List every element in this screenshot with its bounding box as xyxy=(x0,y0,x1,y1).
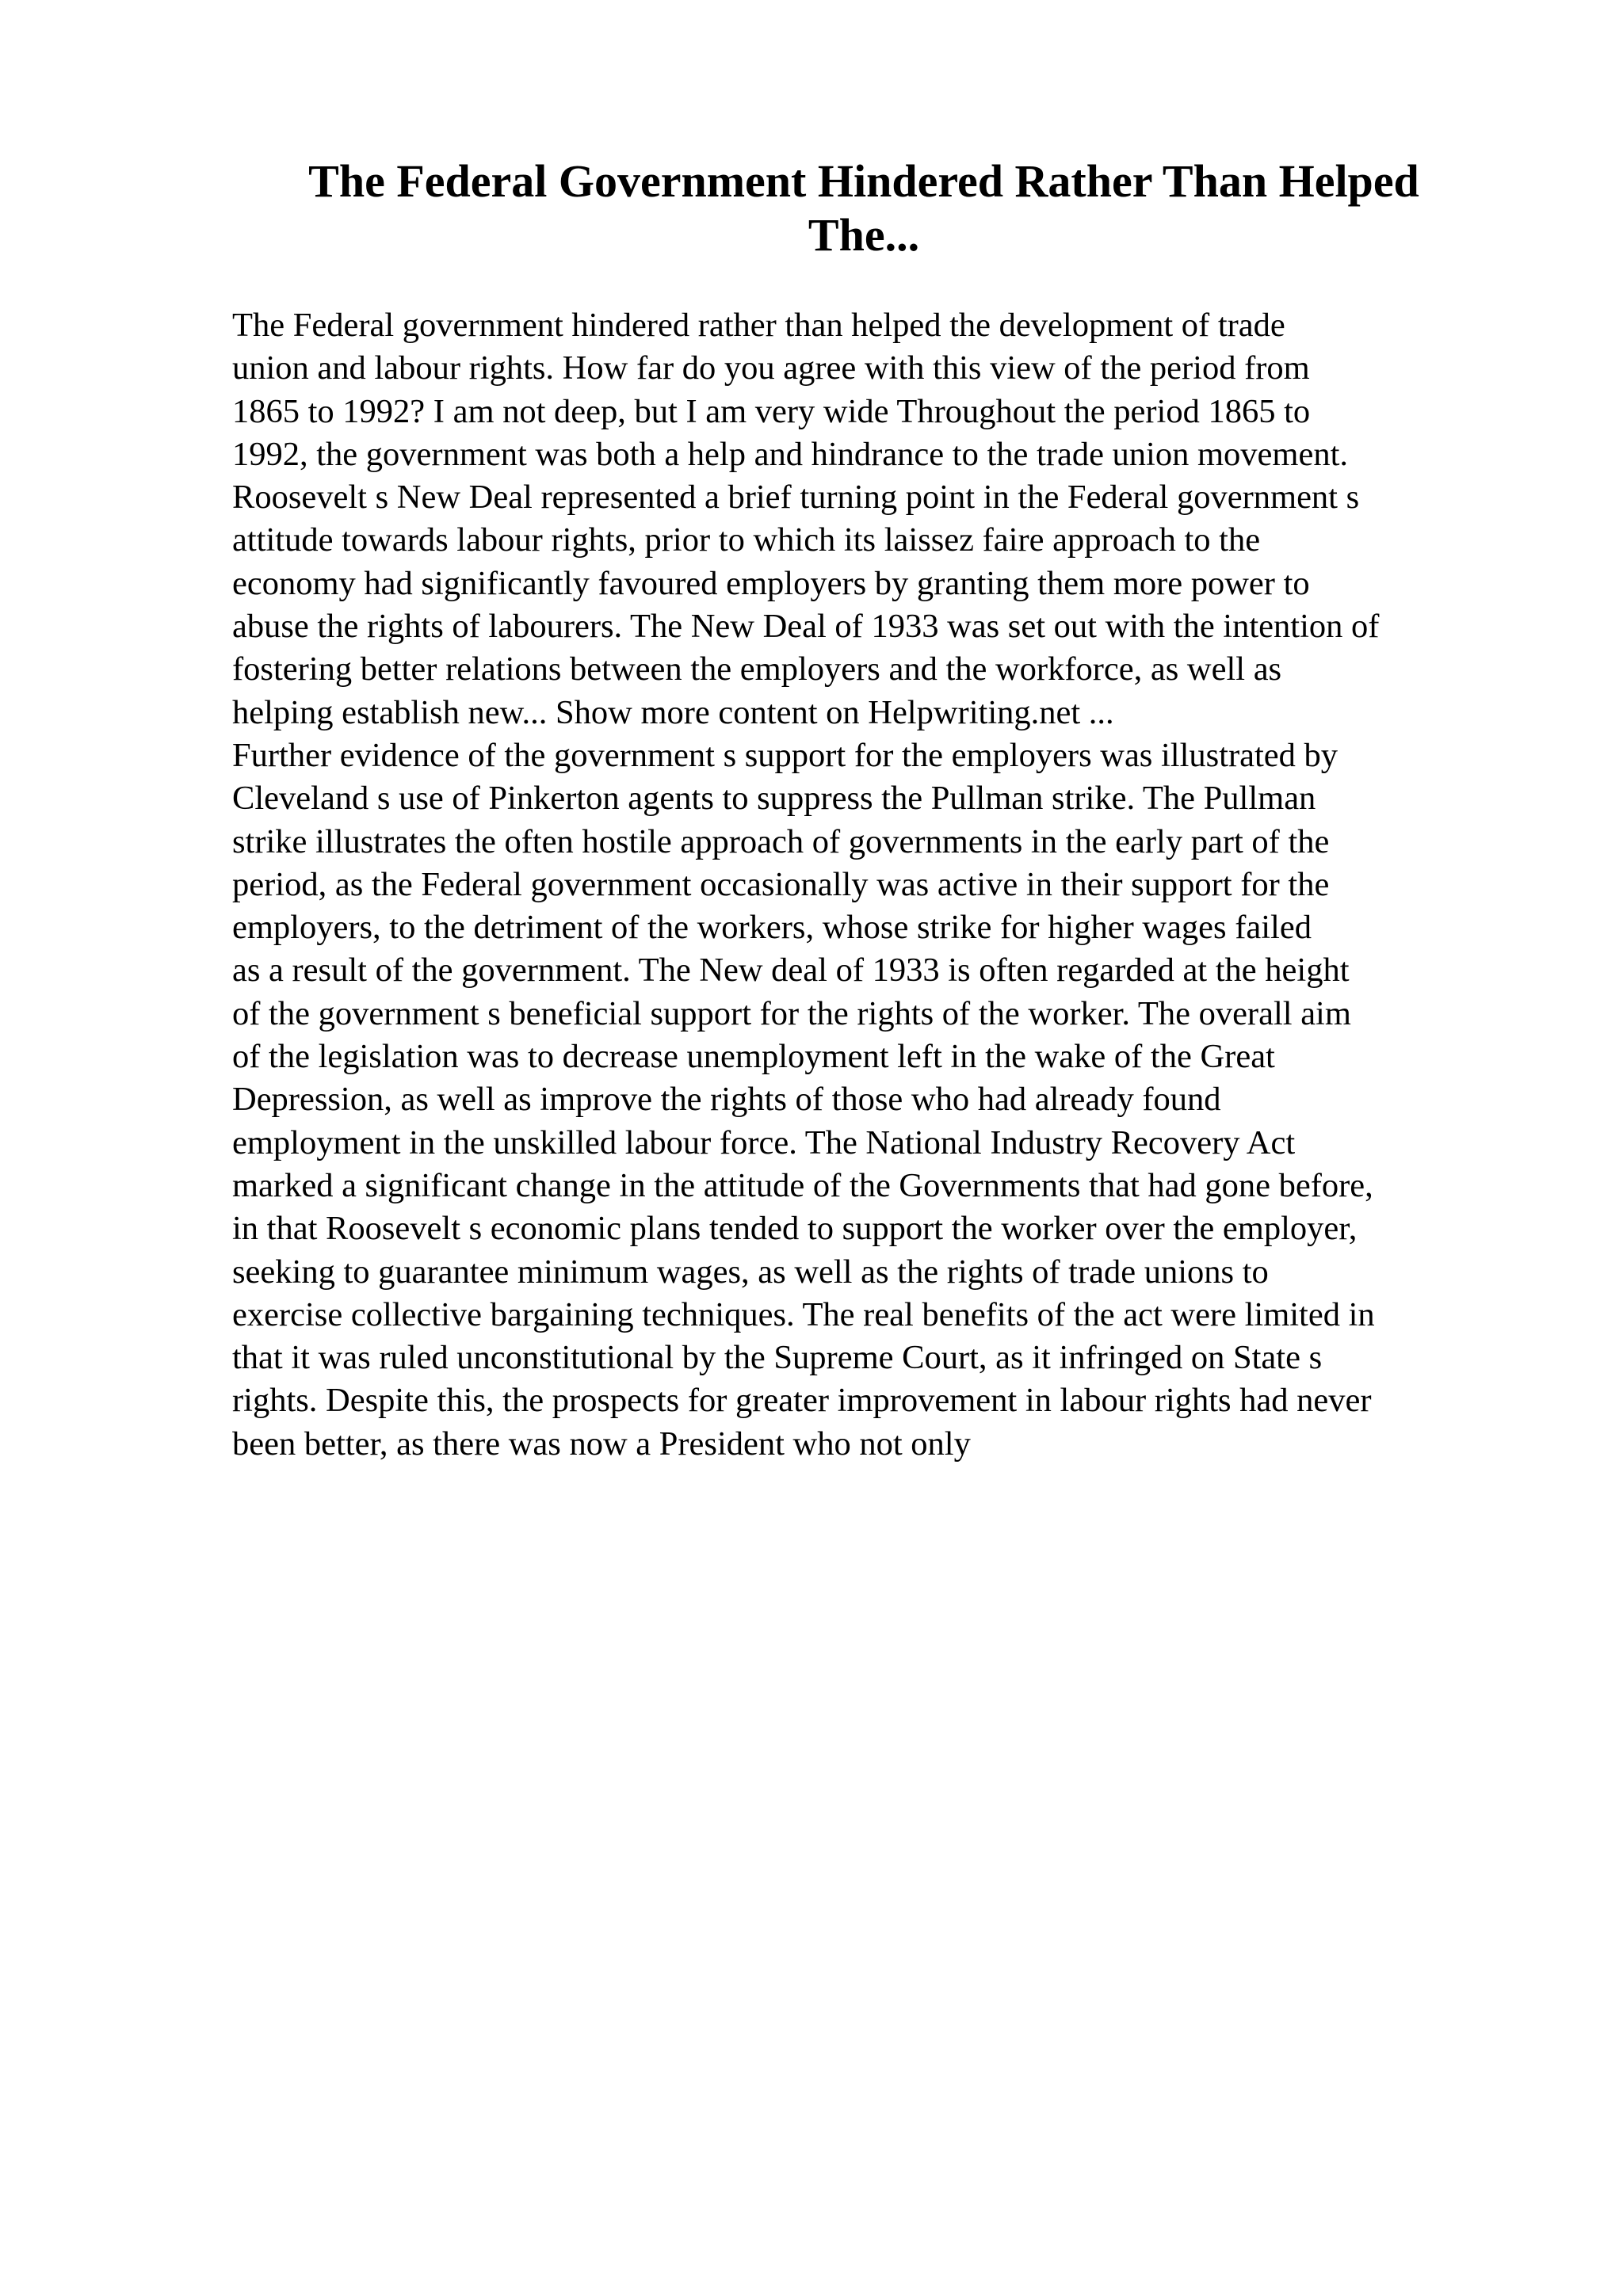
body-line: as a result of the government. The New deal of 1933 is often regarded at the height xyxy=(232,952,1350,990)
body-line: marked a significant change in the attitude of the Governments that had gone before, xyxy=(232,1166,1373,1204)
title-line: The... xyxy=(808,209,920,261)
body-line: employers, to the detriment of the workers, whose strike for higher wages failed xyxy=(232,909,1312,947)
body-line: abuse the rights of labourers. The New Deal of 1933 was set out with the intention of xyxy=(232,608,1380,646)
body-line: union and labour rights. How far do you agree with this view of the period from xyxy=(232,349,1310,387)
body-line: attitude towards labour rights, prior to which its laissez faire approach to the xyxy=(232,521,1261,559)
body-line: economy had significantly favoured employers by granting them more power to xyxy=(232,564,1310,602)
body-line: helping establish new... Show more content on Helpwriting.net ... xyxy=(232,693,1114,731)
body-line: 1865 to 1992? I am not deep, but I am very wide Throughout the period 1865 to xyxy=(232,392,1311,430)
body-line: that it was ruled unconstitutional by the Supreme Court, as it infringed on State s xyxy=(232,1339,1323,1377)
body-text xyxy=(232,304,1516,1466)
body-line: Depression, as well as improve the rights of those who had already found xyxy=(232,1081,1221,1119)
body-line: strike illustrates the often hostile approach of governments in the early part of the xyxy=(232,822,1330,860)
body-line: The Federal government hindered rather than helped the development of trade xyxy=(232,307,1285,344)
body-line: Roosevelt s New Deal represented a brief turning point in the Federal government s xyxy=(232,479,1360,517)
body-line: rights. Despite this, the prospects for greater improvement in labour rights had never xyxy=(232,1382,1372,1420)
body-line: employment in the unskilled labour force. The National Industry Recovery Act xyxy=(232,1123,1296,1161)
body-line: in that Roosevelt s economic plans tended to support the worker over the employer, xyxy=(232,1210,1358,1248)
body-line: seeking to guarantee minimum wages, as well as the rights of trade unions to xyxy=(232,1253,1269,1291)
body-line: fostering better relations between the employers and the workforce, as well as xyxy=(232,650,1282,688)
body-line: exercise collective bargaining techniques. The real benefits of the act were limited in xyxy=(232,1295,1375,1333)
body-line: of the legislation was to decrease unemployment left in the wake of the Great xyxy=(232,1038,1275,1076)
body-line: been better, as there was now a President who not only xyxy=(232,1425,971,1463)
body-line: Cleveland s use of Pinkerton agents to suppress the Pullman strike. The Pullman xyxy=(232,780,1316,818)
page-title xyxy=(230,154,1498,262)
body-line: of the government s beneficial support for the rights of the worker. The overall aim xyxy=(232,994,1351,1032)
title-line: The Federal Government Hindered Rather Than Helped xyxy=(308,155,1419,207)
body-line: period, as the Federal government occasionally was active in their support for the xyxy=(232,865,1330,903)
body-line: Further evidence of the government s support for the employers was illustrated by xyxy=(232,736,1338,774)
body-line: 1992, the government was both a help and hindrance to the trade union movement. xyxy=(232,435,1349,473)
